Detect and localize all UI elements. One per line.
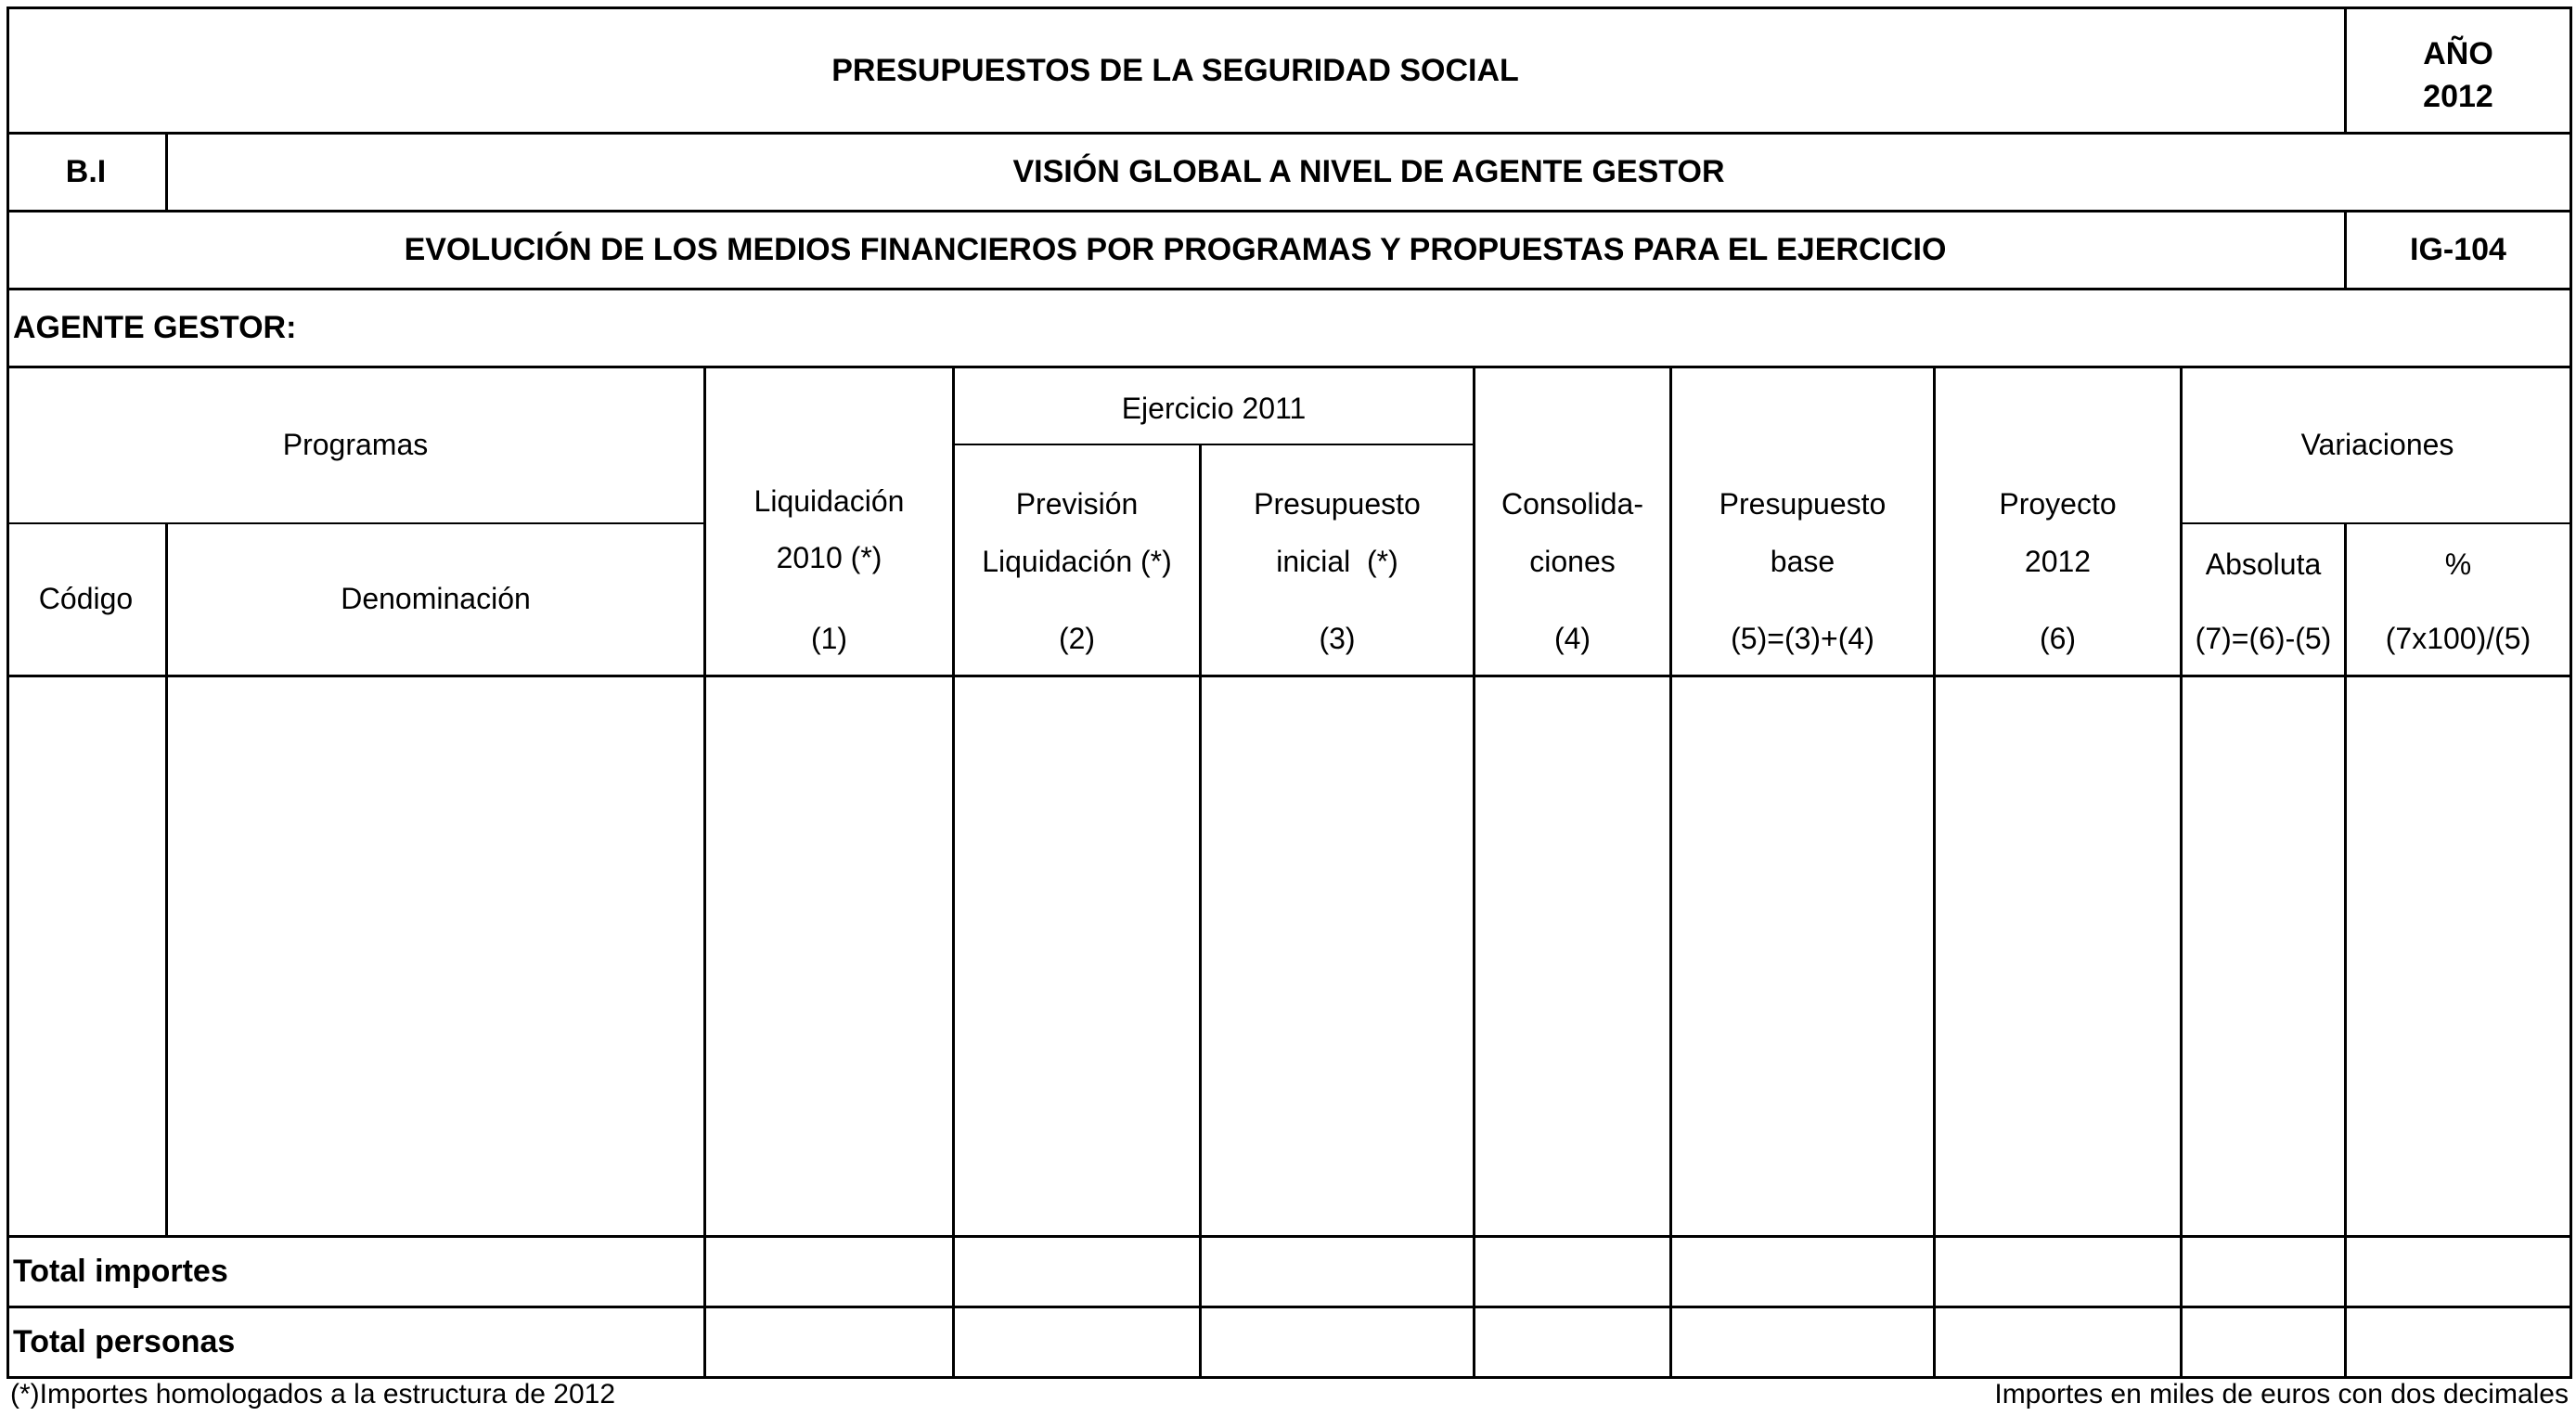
- col-codigo: Código: [38, 581, 134, 615]
- col-porcentaje-1: %: [2444, 547, 2472, 581]
- year-value: 2012: [2423, 78, 2493, 114]
- col-presupuesto-base-1: Presupuesto: [1719, 486, 1887, 521]
- col-consolidaciones-1: Consolida-: [1501, 486, 1643, 521]
- col-liquidacion-1: Liquidación: [753, 483, 905, 518]
- col-absoluta-2: (7)=(6)-(5): [2195, 621, 2332, 655]
- col-presupuesto-base-2: base: [1770, 544, 1835, 578]
- footer-units: Importes en miles de euros con dos decimales: [1994, 1379, 2569, 1410]
- col-consolidaciones-2: ciones: [1529, 544, 1616, 578]
- report-code: IG-104: [2410, 232, 2506, 267]
- report-title: EVOLUCIÓN DE LOS MEDIOS FINANCIEROS POR PROGRAMAS Y PROPUESTAS PARA EL EJERCICIO: [404, 232, 1947, 267]
- divider: [953, 444, 1473, 445]
- section-code: B.I: [65, 154, 107, 189]
- col-presupuesto-inicial-1: Presupuesto: [1254, 486, 1421, 521]
- year-label: AÑO: [2423, 35, 2493, 71]
- group-ejercicio: Ejercicio 2011: [1121, 391, 1307, 425]
- divider: [1199, 444, 1202, 1377]
- total-importes-label: Total importes: [13, 1254, 228, 1289]
- divider: [6, 675, 2572, 677]
- col-liquidacion-3: (1): [810, 621, 848, 655]
- divider: [6, 366, 2572, 368]
- col-proyecto-3: (6): [2039, 621, 2077, 655]
- group-programas: Programas: [282, 427, 429, 461]
- divider: [2180, 366, 2183, 1377]
- col-prevision-1: Previsión: [1015, 486, 1139, 521]
- col-presupuesto-inicial-3: (3): [1319, 621, 1356, 655]
- page-title: PRESUPUESTOS DE LA SEGURIDAD SOCIAL: [831, 52, 1519, 88]
- group-variaciones: Variaciones: [2300, 427, 2454, 461]
- section-title: VISIÓN GLOBAL A NIVEL DE AGENTE GESTOR: [1012, 154, 1725, 189]
- col-porcentaje-2: (7x100)/(5): [2385, 621, 2531, 655]
- footer-note: (*)Importes homologados a la estructura de 2012: [10, 1379, 616, 1410]
- col-denominacion: Denominación: [341, 581, 531, 615]
- col-liquidacion-2: 2010 (*): [776, 540, 882, 574]
- col-consolidaciones-3: (4): [1553, 621, 1591, 655]
- col-proyecto-1: Proyecto: [1999, 486, 2117, 521]
- divider: [2183, 522, 2572, 524]
- divider: [6, 522, 704, 524]
- col-absoluta-1: Absoluta: [2205, 547, 2322, 581]
- col-prevision-3: (2): [1058, 621, 1096, 655]
- col-presupuesto-inicial-2: inicial (*): [1276, 544, 1398, 578]
- agent-label: AGENTE GESTOR:: [13, 310, 297, 345]
- total-personas-label: Total personas: [13, 1324, 236, 1359]
- col-presupuesto-base-3: (5)=(3)+(4): [1731, 621, 1874, 655]
- col-prevision-2: Liquidación (*): [982, 544, 1172, 578]
- col-proyecto-2: 2012: [2024, 544, 2092, 578]
